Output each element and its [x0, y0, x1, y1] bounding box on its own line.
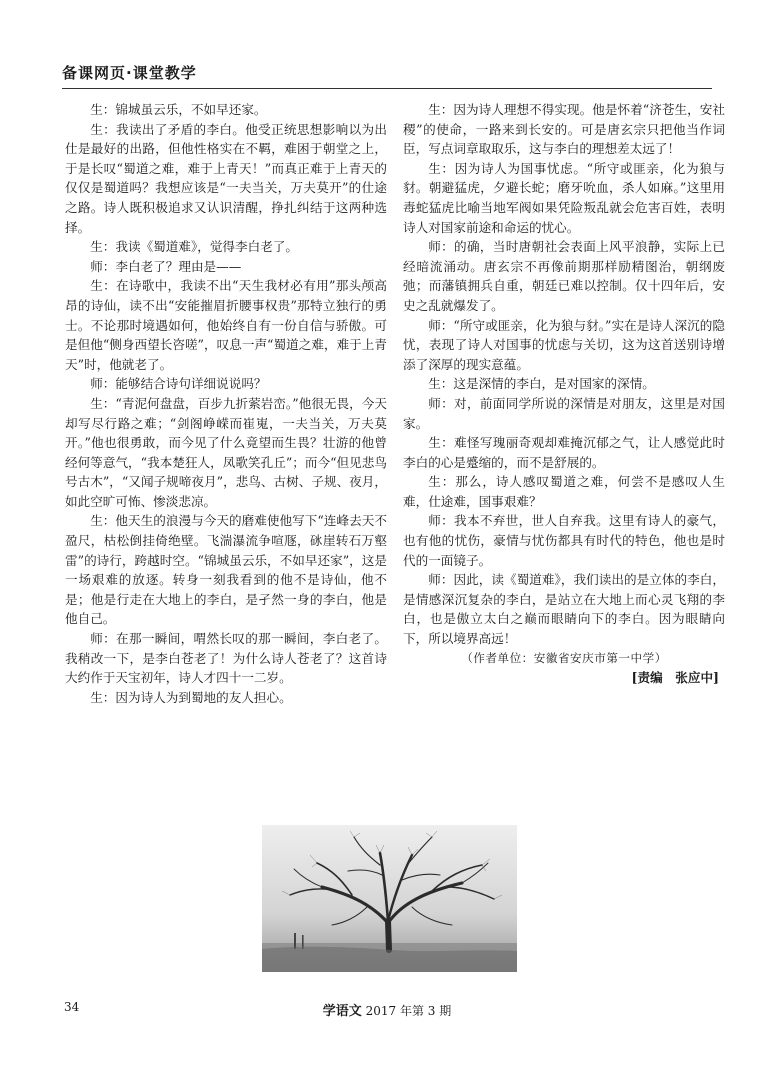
paragraph: 生：难怪写瑰丽奇观却难掩沉郁之气，让人感觉此时李白的心是蹙缩的，而不是舒展的。: [403, 435, 725, 470]
paragraph: 师：对，前面同学所说的深情是对朋友，这里是对国家。: [403, 395, 725, 431]
page-header: 备课网页·课堂教学: [62, 64, 197, 82]
page-footer: [0, 1000, 774, 1019]
paragraph: 师：在那一瞬间，喟然长叹的那一瞬间，李白老了。我稍改一下，是李白苍老了！为什么诗人苍老了？这首诗大约作于天宝初年，诗人才四十一二岁。: [65, 631, 387, 686]
paragraph: 生：因为诗人为国事忧虑。“所守或匪亲，化为狼与豺。朝避猛虎，夕避长蛇；磨牙吮血，杀人如麻。”这里用毒蛇猛虎比喻当地军阀如果凭险叛乱就会危害百姓，表明诗人对国家前途和命运的忧心。: [403, 160, 725, 235]
paragraph: 师：的确，当时唐朝社会表面上风平浪静，实际上已经暗流涌动。唐玄宗不再像前期那样励精图治，朝纲废弛；而藩镇拥兵自重，朝廷已难以控制。仅十四年后，安史之乱就爆发了。: [403, 239, 725, 313]
paragraph: 生：我读出了矛盾的李白。他受正统思想影响以为出仕是最好的出路，但他性格实在不羁，难困于朝堂之上，于是长叹“蜀道之难，难于上青天！”而真正难于上青天的仅仅是蜀道吗？我想应该是“一夫当关，万夫莫开”的仕途之路。诗人既积极追求又认识清醒，挣扎纠结于这两种选择。: [65, 121, 387, 235]
paragraph: 生：那么，诗人感叹蜀道之难，何尝不是感叹人生难，仕途难，国事艰难？: [403, 474, 725, 509]
paragraph: 生：“青泥何盘盘，百步九折萦岩峦。”他很无畏，今天却写尽行路之难；“剑阁峥嵘而崔嵬，一夫当关，万夫莫开。”他也很勇敢，而今见了什么竟望而生畏？壮游的他曾经何等意气，“我本楚狂人，凤歌笑孔丘”；而今“但见悲鸟号古木”，“又闻子规啼夜月”，悲鸟、古树、子规、夜月，如此空旷可怖、惨淡悲凉。: [65, 395, 387, 509]
paragraph: 生：我读《蜀道难》，觉得李白老了。: [90, 239, 298, 255]
paragraph: 生：在诗歌中，我读不出“天生我材必有用”那头颅高昂的诗仙，读不出“安能摧眉折腰事权贵”那特立独行的勇士。不论那时境遇如何，他始终自有一份自信与骄傲。可是但他“侧身西望长咨嗟”，叹息一声“蜀道之难，难于上青天”时，他就老了。: [65, 278, 387, 372]
paragraph: 师：因此，读《蜀道难》，我们读出的是立体的李白，是情感深沉复杂的李白，是站立在大地上而心灵飞翔的李白，也是傲立太白之巅而眼睛向下的李白。因为眼睛向下，所以境界高远！: [403, 572, 725, 647]
right-column: [403, 100, 725, 688]
tree-photo: [262, 825, 517, 972]
left-column: [65, 100, 387, 707]
paragraph: 生：他天生的浪漫与今天的磨难使他写下“连峰去天不盈尺，枯松倒挂倚绝壁。飞湍瀑流争喧豗，砯崖转石万壑雷”的诗行，跨越时空。“锦城虽云乐，不如早还家”，这是一场艰难的放逐。转身一刻我看到的他不是诗仙，他不是；他是行走在大地上的李白，是孑然一身的李白，他是他自己。: [65, 513, 387, 627]
paragraph: 师：“所守或匪亲，化为狼与豺。”实在是诗人深沉的隐忧，表现了诗人对国事的忧虑与关切，这为这首送别诗增添了深厚的现实意蕴。: [403, 317, 725, 372]
magazine-name: 学语文: [322, 1004, 362, 1019]
paragraph: 师：我本不弃世，世人自弃我。这里有诗人的豪气，也有他的忧伤，豪情与忧伤都具有时代的特色，他也是时代的一面镜子。: [403, 513, 725, 568]
issue-info: 2017 年第 3 期: [365, 1004, 452, 1018]
editor-credit: [责编 张应中]: [631, 670, 719, 686]
page-number: 34: [64, 1000, 80, 1014]
paragraph: 生：因为诗人理想不得实现。他是怀着“济苍生，安社稷”的使命，一路来到长安的。可是唐玄宗只把他当作词臣，写点词章取取乐，这与李白的理想差太远了！: [403, 102, 725, 157]
paragraph: 生：这是深情的李白，是对国家的深情。: [428, 376, 655, 392]
paragraph: 师：能够结合诗句详细说说吗？: [90, 376, 267, 392]
paragraph: 生：因为诗人为到蜀地的友人担心。: [90, 689, 292, 705]
author-affiliation: （作者单位：安徽省安庆市第一中学）: [461, 650, 667, 665]
paragraph: 生：锦城虽云乐，不如早还家。: [90, 102, 267, 117]
tree-illustration: [262, 825, 517, 972]
paragraph: 师：李白老了？理由是——: [90, 258, 242, 274]
header-rule: [62, 88, 712, 89]
